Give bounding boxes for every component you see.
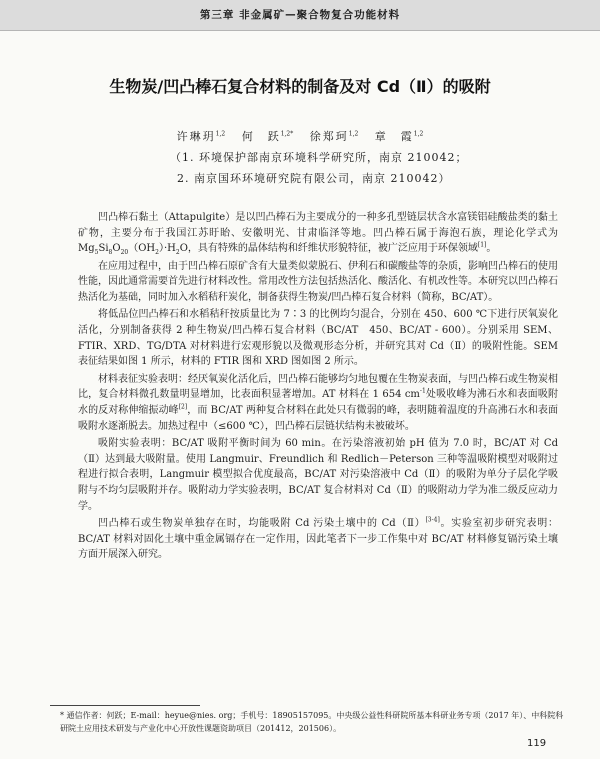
body-paragraph: 将低品位凹凸棒石和水稻秸秆按质量比为 7∶3 的比例均匀混合，分别在 450、600 ℃下进行厌氧炭化活化，分别制备获得 2 种生物炭/凹凸棒石复合材料（BC/AT 450、BC/AT - 600）。分别采用 SEM、FTIR、XRD、TG/DTA 对材料进行宏观形貌以及微观形态分析，并研究其对 Cd（Ⅱ）的吸附性能。SEM 表征结果如图 1 所示，材料的 FTIR 图和 XRD 图如图 2 所示。: [78, 309, 558, 368]
author-affiliation-mark: 1,2: [215, 130, 226, 138]
article-body: [78, 210, 558, 564]
affiliation-line: （1. 环境保护部南京环境科学研究所，南京 210042；: [170, 151, 468, 164]
author-name: 徐郑珂: [309, 130, 349, 143]
author-affiliation-mark: 1,2: [348, 130, 359, 138]
footnote-divider: [50, 705, 200, 706]
author-name: 许琳玥: [176, 130, 216, 143]
body-paragraph: 吸附实验表明：BC/AT 吸附平衡时间为 60 min。在污染溶液初始 pH 值为 7.0 时，BC/AT 对 Cd（Ⅱ）达到最大吸附量。使用 Langmuir、Freundlich 和 Redlich－Peterson 三种等温吸附模型对吸附过程进行拟合表明，Langmuir 模型拟合优度最高，BC/AT 对污染溶液中 Cd（Ⅱ）的吸附为单分子层化学吸附与不均匀层吸附并存。吸附动力学实验表明，BC/AT 复合材料对 Cd（Ⅱ）的吸附动力学为准二级反应动力学。: [78, 437, 558, 512]
author-affiliation-mark: 1,2: [413, 130, 424, 138]
running-header: 第三章 非金属矿—聚合物复合功能材料: [0, 0, 600, 31]
author-name: 章 霞: [374, 130, 414, 143]
footnote: * 通信作者：何跃；E-mail：heyue@nies. org；手机号：18905157095。中央级公益性科研院所基本科研业务专项（2017 年）、中科院科研院土应用技术研发与产业化中心开放性课题资助项目（201412，201506）。: [60, 711, 564, 733]
citation-mark: [2]: [178, 403, 188, 411]
body-paragraph: 在应用过程中，由于凹凸棒石原矿含有大量类似蒙脱石、伊利石和碳酸盐等的杂质，影响凹凸棒石的使用性能，因此通常需要首先进行材料改性。常用改性方法包括热活化、酸活化、有机改性等。本研究以凹凸棒石热活化为基础，同时加入水稻秸秆炭化，制备获得生物炭/凹凸棒石复合材料（简称，BC/AT）。: [78, 260, 558, 304]
body-paragraph: 材料表征实验表明：经厌氧炭化活化后，凹凸棒石能够均匀地包覆在生物炭表面，与凹凸棒石或生物炭相比，复合材料微孔数量明显增加，比表面积显著增加。AT 材料在 1 654 $cm^{-1}$处吸收峰为沸石水和表面吸附水的反对称伸缩振动峰[2]，而 BC/AT 两种复合材料在此处只有微弱的峰，表明随着温度的升高沸石水和表面吸附水逐渐脱去。加热过程中（≤600 ℃），凹凸棒石层链状结构未被破坏。: [78, 373, 559, 432]
body-paragraph: 凹凸棒石黏土（Attapulgite）是以凹凸棒石为主要成分的一种多孔型链层状含水富镁铝硅酸盐类的黏土矿物，主要分布于我国江苏盱眙、安徽明光、甘肃临泽等地。凹凸棒石属于海泡石族，理论化学式为 $Mg_5Si_8O_{20}(OH_2)\cdot H_2O$，具有特殊的晶体结构和纤维状形貌特征，被广泛应用于环保领域[1]。: [78, 212, 558, 257]
citation-mark: [3-4]: [425, 516, 440, 524]
body-paragraph: 凹凸棒石或生物炭单独存在时，均能吸附 Cd 污染土壤中的 Cd（Ⅱ）[3-4]。实验室初步研究表明：BC/AT 材料对固化土壤中重金属镉存在一定作用，因此笔者下一步工作集中对 BC/AT 材料修复镉污染土壤方面开展深入研究。: [78, 516, 558, 561]
citation-mark: [1]: [477, 242, 487, 250]
author-affiliation-mark: 1,2*: [280, 130, 294, 138]
author-name: 何 跃: [241, 130, 281, 143]
paper-title: 生物炭/凹凸棒石复合材料的制备及对 Cd（Ⅱ）的吸附: [109, 77, 491, 96]
author-list: [0, 128, 600, 144]
page-number: 119: [527, 738, 547, 749]
affiliation-line: 2. 南京国环环境研究院有限公司，南京 210042）: [177, 172, 451, 185]
